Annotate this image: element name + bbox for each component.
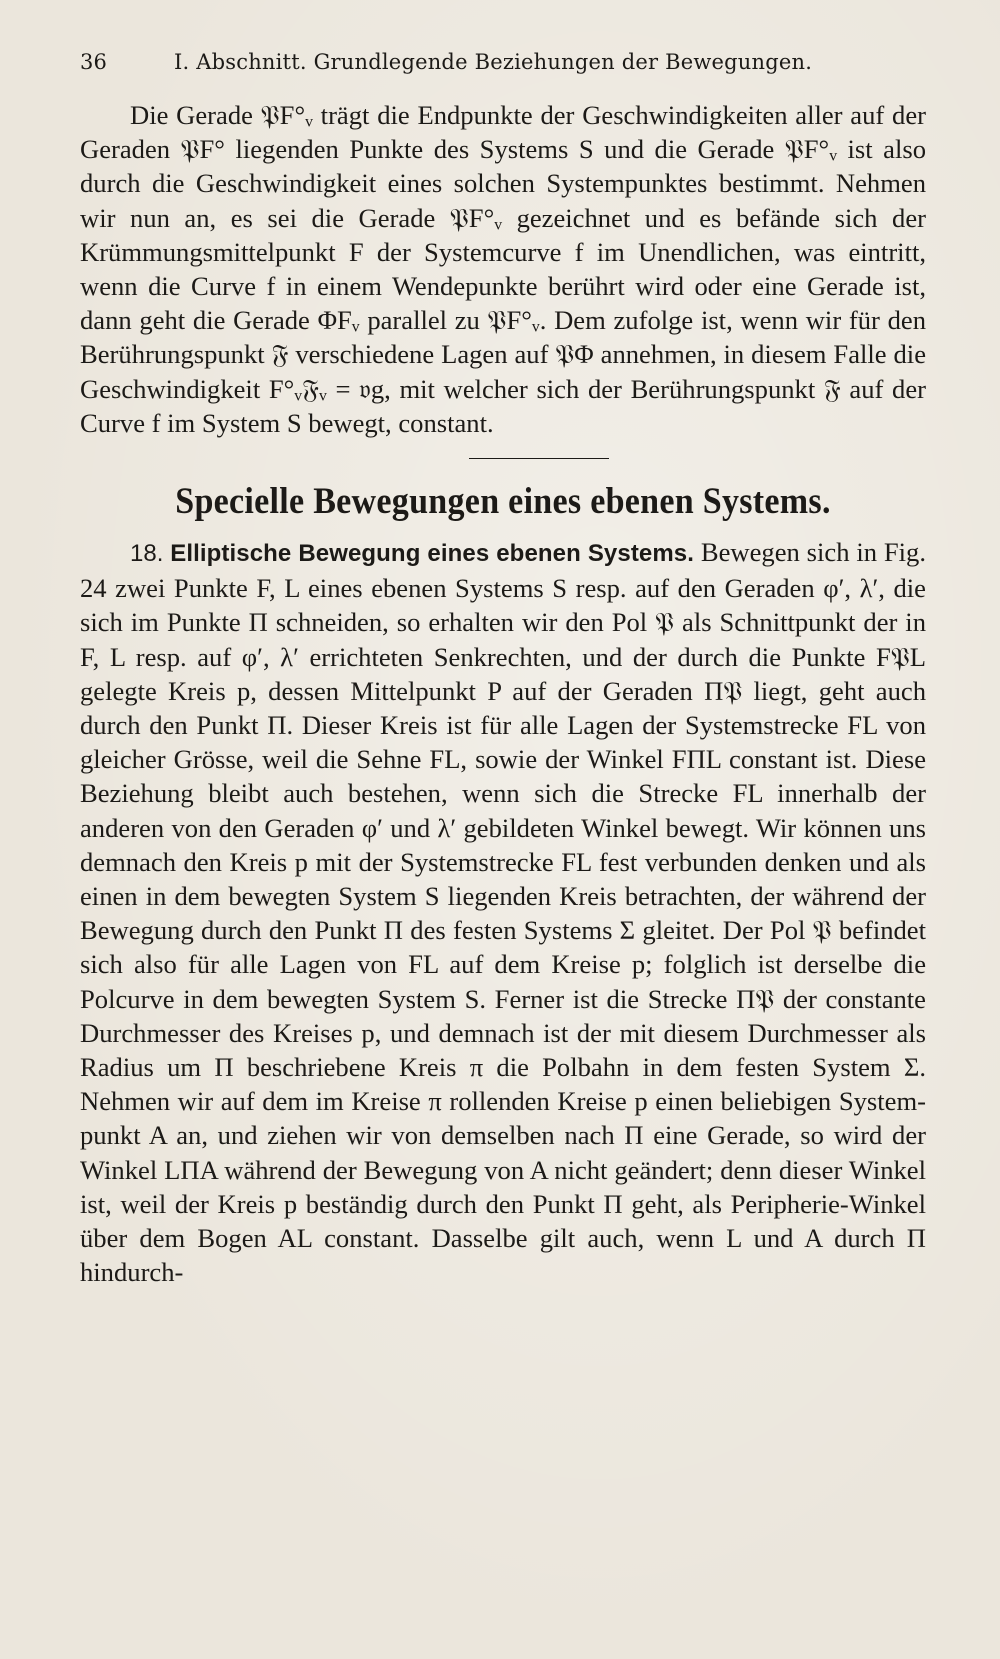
paragraph-number: 18. — [130, 540, 164, 568]
section-paragraph — [80, 535, 926, 1289]
page-number: 36 — [80, 50, 108, 74]
section-divider — [469, 458, 609, 459]
running-title: I. Abschnitt. Grundlegende Beziehungen der Bewegungen. — [174, 50, 813, 74]
paragraph-text: Bewegen sich in Fig. 24 zwei Punkte F, L eines ebenen Systems S resp. auf den Geraden φ′, λ′, die sich im Punkte Π schneiden, so erhalten wir den Pol 𝔓 als Schnittpunkt der in F, L resp. auf φ′, λ′ errichteten Senkrechten, und der durch die Punkte F𝔓L gelegte Kreis p, dessen Mittelpunkt P auf der Geraden Π𝔓 liegt, geht auch durch den Punkt Π. Dieser Kreis ist für alle Lagen der Systemstrecke FL von gleicher Grösse, weil die Sehne FL, sowie der Winkel FΠL constant ist. Diese Beziehung bleibt auch bestehen, wenn sich die Strecke FL innerhalb der anderen von den Geraden φ′ und λ′ gebildeten Winkel bewegt. Wir können uns demnach den Kreis p mit der Systemstrecke FL fest verbunden denken und als einen in dem bewegten System S liegenden Kreis betrachten, der während der Bewegung durch den Punkt Π des festen Systems Σ gleitet. Der Pol 𝔓 befindet sich also für alle Lagen von FL auf dem Kreise p; folglich ist derselbe die Polcurve in dem bewegten System S. Ferner ist die Strecke Π𝔓 der constante Durchmesser des Kreises p, und demnach ist der mit diesem Durchmesser als Radius um Π beschriebene Kreis π die Polbahn in dem festen System Σ. Nehmen wir auf dem im Kreise π rollenden Kreise p einen beliebigen Systempunkt A an, und ziehen wir von demselben nach Π eine Gerade, so wird der Winkel LΠA während der Bewegung von A nicht geändert; denn dieser Winkel ist, weil der Kreis p beständig durch den Punkt Π geht, als Peripherie-Winkel über dem Bogen AL constant. Dasselbe gilt auch, wenn L und A durch Π hindurch- — [80, 537, 926, 1288]
running-head — [80, 48, 926, 76]
section-title: Specielle Bewegungen eines ebenen Systems. — [175, 481, 831, 523]
intro-paragraph: Die Gerade 𝔓F°ᵥ trägt die Endpunkte der Geschwindigkeiten aller auf der Geraden 𝔓F° liegenden Punkte des Systems S und die Gerade 𝔓F°ᵥ ist also durch die Geschwindigkeit eines solchen Systempunktes bestimmt. Nehmen wir nun an, es sei die Gerade 𝔓F°ᵥ gezeichnet und es befände sich der Krümmungsmittelpunkt F der Systemcurve f im Unendlichen, was eintritt, wenn die Curve f in einem Wendepunkte berührt wird oder eine Gerade ist, dann geht die Gerade ΦFᵥ parallel zu 𝔓F°ᵥ. Dem zufolge ist, wenn wir für den Berührungspunkt 𝔉 verschiedene Lagen auf 𝔓Φ annehmen, in diesem Falle die Geschwindigkeit F°ᵥ𝔉ᵥ = 𝔳g, mit welcher sich der Berührungspunkt 𝔉 auf der Curve f im System S bewegt, constant. — [80, 100, 926, 438]
body-text — [80, 98, 926, 440]
section-body — [80, 535, 926, 1289]
paragraph-heading: Elliptische Bewegung eines ebenen Systems. — [170, 540, 695, 568]
